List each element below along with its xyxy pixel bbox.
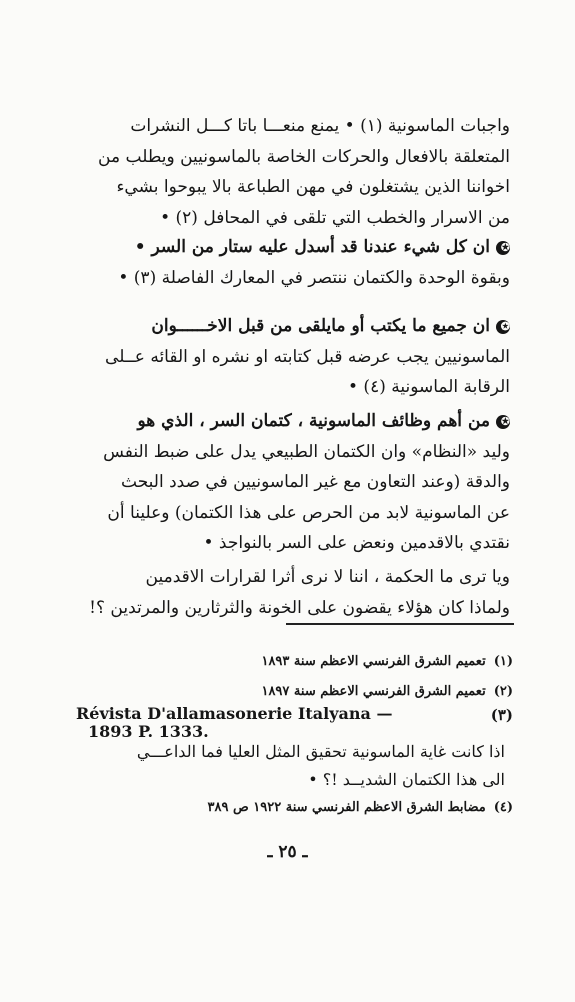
- footnote-3-year: 1893 P. 1333.: [88, 722, 209, 741]
- bullet-icon: ✪: [496, 241, 510, 255]
- footnote-text: تعميم الشرق الفرنسي الاعظم سنة ١٨٩٣: [261, 654, 486, 669]
- paragraph-line: والدقة (وعند التعاون مع غير الماسونيين في صدد البحث: [121, 472, 510, 492]
- footnote-1: [261, 654, 513, 669]
- paragraph-line: المتعلقة بالافعال والحركات الخاصة بالماسونيين ويطلب من: [98, 146, 510, 167]
- footnote-2: [261, 684, 513, 699]
- footnote-line: اذا كانت غاية الماسونية تحقيق المثل العليا فما الداعـــي: [136, 742, 505, 761]
- paragraph-4: [70, 406, 510, 559]
- paragraph-line: ويا ترى ما الحكمة ، اننا لا نرى أثرا لقرارات الاقدمين: [145, 567, 510, 587]
- footnote-text: مضابط الشرق الاعظم الفرنسي سنة ١٩٢٢ ص ٣٨٩: [207, 800, 486, 815]
- paragraph-line: وبقوة الوحدة والكتمان ننتصر في المعارك الفاصلة (٣) •: [118, 267, 510, 288]
- paragraph-5: [70, 562, 510, 623]
- bullet-icon: ✪: [496, 415, 510, 429]
- paragraph-line: ✪ان جميع ما يكتب أو مايلقى من قبل الاخــــــوان: [151, 316, 510, 336]
- footnote-line: الى هذا الكتمان الشديــد !؟ •: [308, 770, 505, 789]
- paragraph-line: الرقابة الماسونية (٤) •: [347, 377, 510, 397]
- footnote-3-number: (٣): [490, 706, 513, 724]
- paragraph-line: نقتدي بالاقدمين ونعض على السر بالنواجذ •: [203, 533, 510, 553]
- paragraph-line: الماسونيين يجب عرضه قبل كتابته او نشره او القائه عــلى: [105, 346, 510, 367]
- page-number: ـ ٢٥ ـ: [267, 842, 308, 862]
- footnote-number: (٤): [493, 800, 513, 815]
- paragraph-line: اخواننا الذين يشتغلون في مهن الطباعة بالا يبوحوا بشيء: [116, 177, 510, 197]
- footnote-4: [208, 800, 513, 815]
- paragraph-line: ولماذا كان هؤلاء يقضون على الخونة والثرثارين والمرتدين ؟!: [89, 597, 510, 618]
- footnote-text: تعميم الشرق الفرنسي الاعظم سنة ١٨٩٧: [261, 684, 486, 699]
- paragraph-1: [70, 111, 510, 233]
- paragraph-line: وليد «النظام» وان الكتمان الطبيعي يدل على ضبط النفس: [103, 441, 510, 462]
- footnote-number: (١): [493, 654, 513, 669]
- bullet-icon: ✪: [496, 320, 510, 334]
- footnote-number: (٢): [493, 684, 513, 699]
- footnote-3-citation: Révista D'allamasonerie Italyana —: [76, 704, 393, 723]
- paragraph-line: واجبات الماسونية (١) • يمنع منعـــا باتا كـــل النشرات: [130, 116, 510, 136]
- footnote-separator: [286, 623, 514, 625]
- paragraph-line: ✪ان كل شيء عندنا قد أسدل عليه ستار من السر •: [134, 237, 510, 257]
- paragraph-2: [70, 232, 510, 293]
- paragraph-line: عن الماسونية لابد من الحرص على هذا الكتمان) وعلينا أن: [107, 502, 510, 523]
- footnote-3-comment: [75, 738, 505, 794]
- paragraph-line: من الاسرار والخطب التي تلقى في المحافل (٢) •: [160, 207, 510, 228]
- paragraph-3: [70, 311, 510, 403]
- paragraph-line: ✪من أهم وظائف الماسونية ، كتمان السر ، الذي هو: [137, 411, 510, 431]
